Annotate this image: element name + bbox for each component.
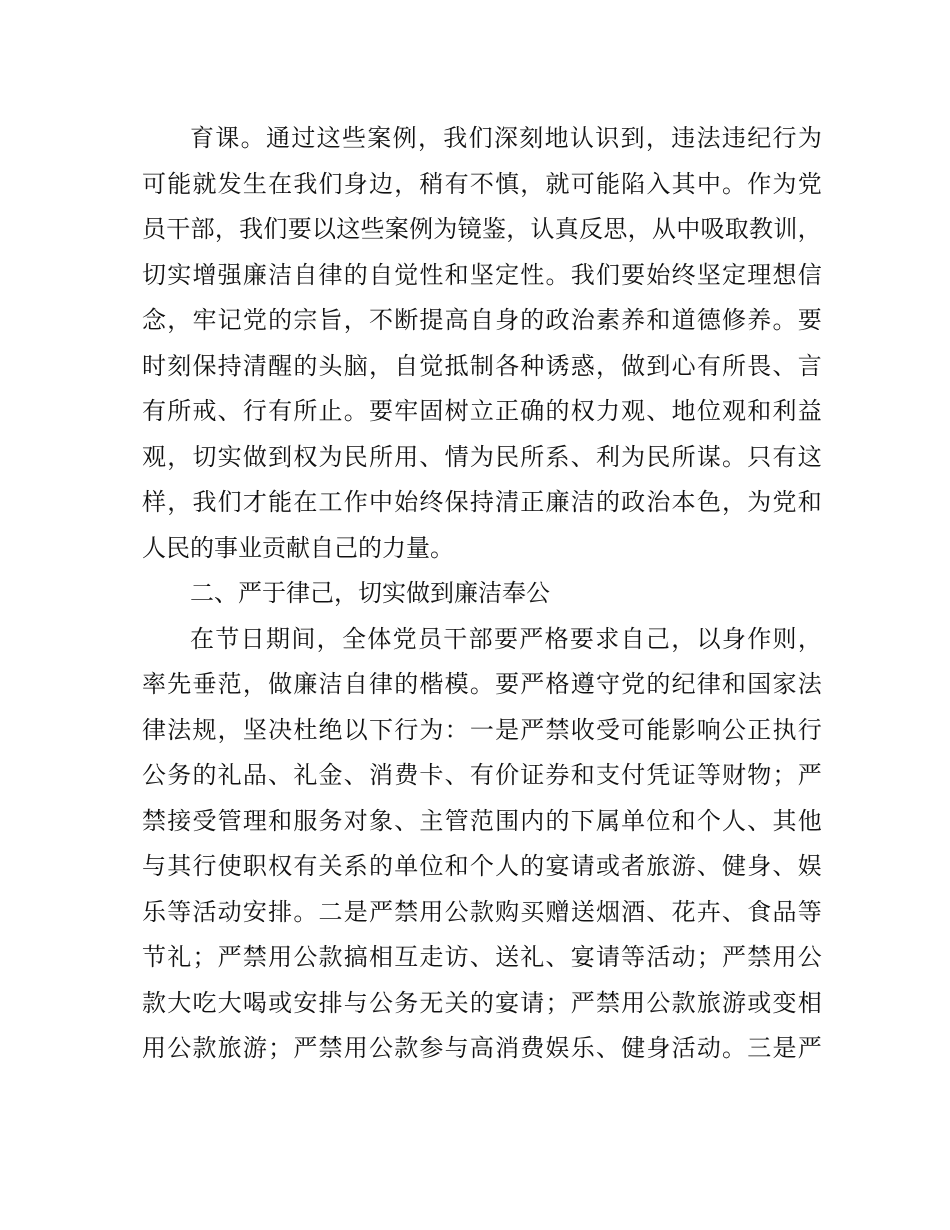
paragraph-line: 乐 等 活 动 安 排 。 二 是 严 禁 用 公 款 购 买 赠 送 烟 酒 、 花 卉 、 食 品 等 [142,897,822,926]
paragraph-line: 可 能 就 发 生 在 我 们 身 边 ， 稍 有 不 慎 ， 就 可 能 陷 入 其 中 。 作 为 党 [142,169,822,198]
paragraph-line: 与 其 行 使 职 权 有 关 系 的 单 位 和 个 人 的 宴 请 或 者 旅 游 、 健 身 、 娱 [142,852,822,880]
paragraph-line: 在 节 日 期 间 ， 全 体 党 员 干 部 要 严 格 要 求 自 己 ， 以 身 作 则 ， [190,624,822,653]
paragraph-line: 禁 接 受 管 理 和 服 务 对 象 、 主 管 范 围 内 的 下 属 单 位 和 个 人 、 其 他 [142,806,822,835]
paragraph-line: 有 所 戒 、 行 有 所 止 。 要 牢 固 树 立 正 确 的 权 力 观 、 地 位 观 和 利 益 [142,397,822,425]
paragraph-line: 率 先 垂 范 ， 做 廉 洁 自 律 的 楷 模 。 要 严 格 遵 守 党 的 纪 律 和 国 家 法 [142,670,822,698]
paragraph-line: 节 礼 ； 严 禁 用 公 款 搞 相 互 走 访 、 送 礼 、 宴 请 等 活 动 ； 严 禁 用 公 [142,943,822,971]
paragraph-line: 育 课 。 通 过 这 些 案 例 ， 我 们 深 刻 地 认 识 到 ， 违 法 违 纪 行 为 [190,124,822,152]
document-body [142,116,822,1072]
paragraph-line: 念 ， 牢 记 党 的 宗 旨 ， 不 断 提 高 自 身 的 政 治 素 养 和 道 德 修 养 。 要 [142,306,822,334]
paragraph-line: 人民的事业贡献自己的力量。 [142,533,454,562]
paragraph-line: 切 实 增 强 廉 洁 自 律 的 自 觉 性 和 坚 定 性 。 我 们 要 始 终 坚 定 理 想 信 [142,260,822,289]
paragraph-line: 样 ， 我 们 才 能 在 工 作 中 始 终 保 持 清 正 廉 洁 的 政 治 本 色 ， 为 党 和 [142,488,822,516]
paragraph-line: 员 干 部 ， 我 们 要 以 这 些 案 例 为 镜 鉴 ， 认 真 反 思 ， 从 中 吸 取 教 训 ， [142,215,822,243]
paragraph-line: 公 务 的 礼 品 、 礼 金 、 消 费 卡 、 有 价 证 券 和 支 付 凭 证 等 财 物 ； 严 [142,761,822,789]
paragraph-line: 款 大 吃 大 喝 或 安 排 与 公 务 无 关 的 宴 请 ； 严 禁 用 公 款 旅 游 或 变 相 [142,988,822,1017]
section-heading: 二、严于律己，切实做到廉洁奉公 [190,579,550,607]
paragraph-line: 律 法 规 ， 坚 决 杜 绝 以 下 行 为 ： 一 是 严 禁 收 受 可 能 影 响 公 正 执 行 [142,715,822,744]
paragraph-line: 用 公 款 旅 游 ； 严 禁 用 公 款 参 与 高 消 费 娱 乐 、 健 身 活 动 。 三 是 严 [142,1034,822,1062]
paragraph-line: 观 ， 切 实 做 到 权 为 民 所 用 、 情 为 民 所 系 、 利 为 民 所 谋 。 只 有 这 [142,442,822,471]
paragraph-line: 时 刻 保 持 清 醒 的 头 脑 ， 自 觉 抵 制 各 种 诱 惑 ， 做 到 心 有 所 畏 、 言 [142,351,822,380]
